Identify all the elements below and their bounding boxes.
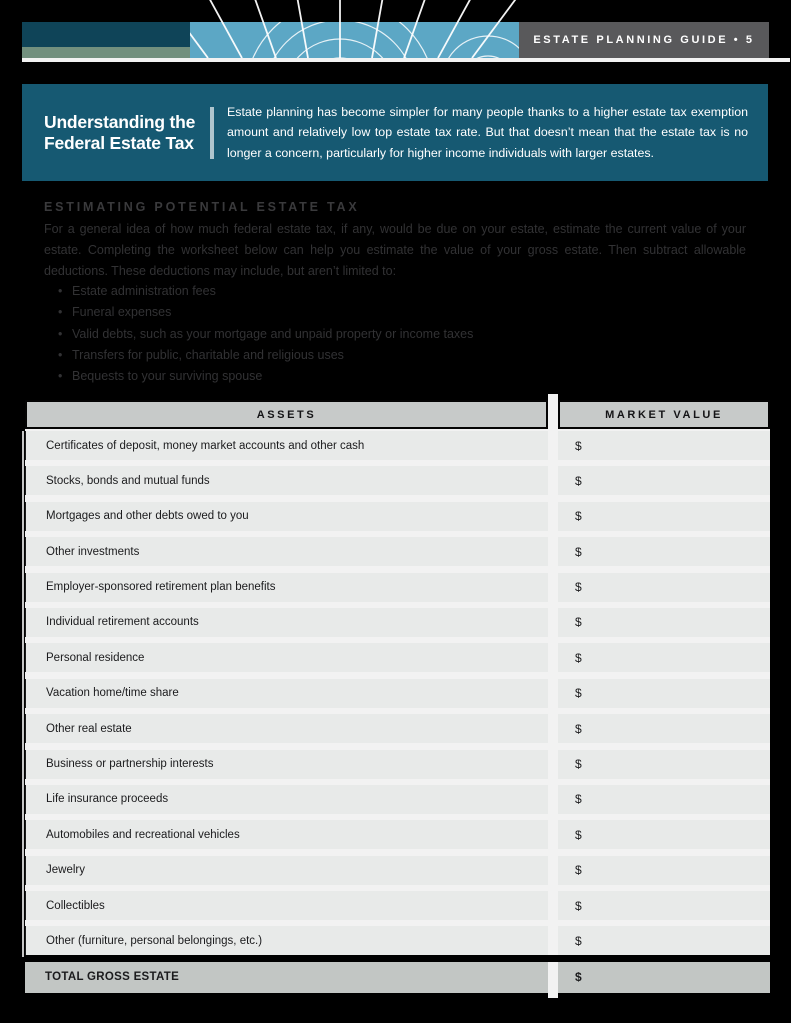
section-heading: ESTIMATING POTENTIAL ESTATE TAX <box>44 200 360 214</box>
table-row <box>25 926 770 955</box>
market-value-cell: $ <box>558 431 770 460</box>
market-value-cell: $ <box>558 573 770 602</box>
asset-label-cell: Certificates of deposit, money market accounts and other cash <box>25 431 548 460</box>
table-row <box>25 856 770 885</box>
market-value-cell: $ <box>558 466 770 495</box>
intro-box <box>22 84 768 181</box>
table-row <box>25 431 770 460</box>
navy-block <box>22 22 190 47</box>
total-row <box>25 962 770 993</box>
column-gap-notch-top <box>548 394 558 400</box>
bullet-item <box>58 345 748 366</box>
column-gap-notch-bottom <box>548 993 558 998</box>
market-value-cell: $ <box>558 926 770 955</box>
bullet-icon: • <box>58 326 63 341</box>
table-row <box>25 537 770 566</box>
intro-title-line1: Understanding the <box>44 111 196 132</box>
asset-label-cell: Other investments <box>25 537 548 566</box>
worksheet-table <box>25 400 770 993</box>
bullet-icon: • <box>58 305 63 320</box>
asset-label-cell: Employer-sponsored retirement plan benefits <box>25 573 548 602</box>
intro-title <box>22 112 210 154</box>
market-value-cell: $ <box>558 502 770 531</box>
top-header-bar <box>22 22 769 58</box>
asset-label-cell: Stocks, bonds and mutual funds <box>25 466 548 495</box>
market-value-cell: $ <box>558 537 770 566</box>
total-label-cell: TOTAL GROSS ESTATE <box>25 962 548 993</box>
market-value-cell: $ <box>558 643 770 672</box>
table-row <box>25 502 770 531</box>
table-row <box>25 820 770 849</box>
header-divider-strip <box>22 58 790 62</box>
intro-title-line2: Federal Estate Tax <box>44 132 194 153</box>
bullet-item <box>58 366 748 387</box>
bullet-text: Funeral expenses <box>72 305 172 320</box>
market-value-cell: $ <box>558 820 770 849</box>
table-row <box>25 466 770 495</box>
bullet-item <box>58 281 748 302</box>
table-row <box>25 573 770 602</box>
market-value-cell: $ <box>558 750 770 779</box>
table-row <box>25 608 770 637</box>
brand-block <box>22 22 190 58</box>
table-row <box>25 714 770 743</box>
column-header-market-value: MARKET VALUE <box>558 400 770 429</box>
asset-label-cell: Other (furniture, personal belongings, etc.) <box>25 926 548 955</box>
table-row <box>25 679 770 708</box>
total-value-cell: $ <box>558 962 770 993</box>
table-row <box>25 750 770 779</box>
guide-page-label: ESTATE PLANNING GUIDE • 5 <box>533 34 755 46</box>
bullet-text: Valid debts, such as your mortgage and unpaid property or income taxes <box>72 326 474 341</box>
market-value-cell: $ <box>558 856 770 885</box>
asset-label-cell: Vacation home/time share <box>25 679 548 708</box>
asset-label-cell: Automobiles and recreational vehicles <box>25 820 548 849</box>
bullet-icon: • <box>58 284 63 298</box>
asset-label-cell: Business or partnership interests <box>25 750 548 779</box>
worksheet-header <box>25 400 770 429</box>
intro-body: Estate planning has become simpler for many people thanks to a higher estate tax exemption amount and relatively low top estate tax rate. But that doesn’t mean that the estate tax is no longer a concern, particularly for higher income individuals with larger estates. <box>227 104 748 160</box>
asset-label-cell: Personal residence <box>25 643 548 672</box>
section-body: For a general idea of how much federal estate tax, if any, would be due on your estate, estimate the current value of your estate. Completing the worksheet below can help you estimate the value of your gross estate. Then subtract allowable deductions. These deductions may include, but aren’t limited to: <box>44 222 746 278</box>
table-row <box>25 785 770 814</box>
asset-label-cell: Mortgages and other debts owed to you <box>25 502 548 531</box>
worksheet-body <box>25 429 770 955</box>
bullet-text: Bequests to your surviving spouse <box>72 369 263 384</box>
table-row <box>25 891 770 920</box>
bullet-icon: • <box>58 347 63 362</box>
market-value-cell: $ <box>558 785 770 814</box>
bullet-item <box>58 324 748 345</box>
asset-label-cell: Other real estate <box>25 714 548 743</box>
pattern-block <box>190 22 519 58</box>
asset-label-cell: Jewelry <box>25 856 548 885</box>
column-gap <box>548 400 558 429</box>
table-row <box>25 643 770 672</box>
market-value-cell: $ <box>558 891 770 920</box>
sage-block <box>22 47 190 58</box>
asset-label-cell: Life insurance proceeds <box>25 785 548 814</box>
bullet-text: Estate administration fees <box>72 284 216 298</box>
bullet-text: Transfers for public, charitable and religious uses <box>72 347 344 362</box>
asset-label-cell: Collectibles <box>25 891 548 920</box>
column-header-assets: ASSETS <box>25 400 548 429</box>
market-value-cell: $ <box>558 679 770 708</box>
market-value-cell: $ <box>558 608 770 637</box>
asset-label-cell: Individual retirement accounts <box>25 608 548 637</box>
bullet-item <box>58 302 748 323</box>
bullet-list <box>58 281 748 387</box>
table-left-edge <box>22 431 24 957</box>
market-value-cell: $ <box>558 714 770 743</box>
guide-page-label-bar <box>519 22 769 58</box>
bullet-icon: • <box>58 369 63 384</box>
